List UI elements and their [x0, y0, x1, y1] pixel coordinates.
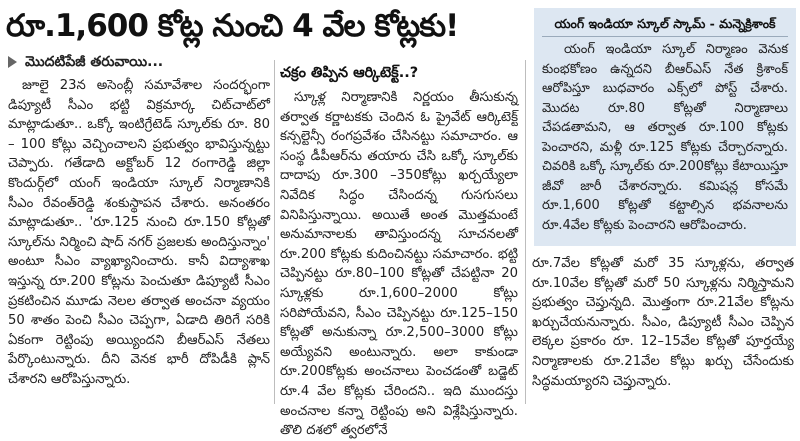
article-paragraph: స్కూళ్ల నిర్మాణానికి నిర్ణయం తీసుకున్న తర్వాత కర్ణాటకకు చెందిన ఓ ప్రైవేట్ ఆర్కిటెక్ట్ కన్సల్టెన్సీ రంగప్రవేశం చేసినట్టు సమాచారం. ఆ సంస్థ డీపీఆర్‌ను తయారు చేసి ఒక్కో స్కూల్‌కు దాదాపు రూ.300 –350కోట్లు ఖర్చయ్యేలా నివేదిక సిద్ధం చేసిందన్న గుసగుసలు వినిపిస్తున్నాయి. అయితే అంత మొత్తమంటే అనుమానాలకు తావిస్తుందన్న సూచనలతో రూ.200 కోట్లకు కుదించినట్టు సమాచారం. భట్టి చెప్పినట్టు రూ.80–100 కోట్లతో చేపట్టినా 20 స్కూళ్లకు రూ.1,600–2000 కోట్లు సరిపోయేవని, సీఎం చెప్పినట్టు రూ.125–150 కోట్లతో అనుకున్నా రూ.2,500–3000 కోట్లు అయ్యేవని అంటున్నారు. అలా కాకుండా రూ.200కోట్లకు అంచనాలు పెంచడంతో బడ్జెట్ రూ.4 వేల కోట్లకు చేరిందని.. ఇది ముందస్తు అంచనాల కన్నా రెట్టింపు అని విశ్లేషిస్తున్నారు. తొలి దశలో త్వరలోనే: [280, 90, 518, 439]
subhead-architect: చక్రం తిప్పిన ఆర్కిటెక్ట్..?: [280, 65, 419, 81]
sidebar-box-title: యంగ్ ఇండియా స్కూల్ స్కామ్ - మన్నెక్రిశాంక్: [554, 16, 776, 31]
subhead-continued: [8, 52, 163, 72]
sidebar-paragraph: యంగ్ ఇండియా స్కూల్ నిర్మాణం వెనుక కుంభకోణం ఉన్నదని బీఆర్‌ఎస్ నేత క్రిశాంక్ ఆరోపిస్తూ బుధవారం ఎక్స్‌లో పోస్ట్ చేశారు. మొదట రూ.80 కోట్లతో నిర్మాణాలు చేపడతామని, ఆ తర్వాత రూ.100 కోట్లకు పెంచారని, మళ్లీ రూ.125 కోట్లకు చేర్చారన్నారు. చివరికి ఒక్కో స్కూల్‌కు రూ.200కోట్లు కేటాయిస్తూ జీవో జారీ చేశారన్నారు. కమిషన్ల కోసమే రూ.1,600 కోట్లతో కట్టాల్సిన భవనాలను రూ.4వేల కోట్లకు పెంచారని ఆరోపించారు.: [542, 42, 788, 233]
triangle-bullet-icon: [8, 56, 17, 68]
article-paragraph: రూ.7వేల కోట్లతో మరో 35 స్కూళ్లను, తర్వాత రూ.10వేల కోట్లతో మరో 50 స్కూళ్లను నిర్మిస్తామని ప్రభుత్వం చెప్తున్నది. మొత్తంగా రూ.21వేల కోట్లను ఖర్చుచేయనున్నారు. సీఎం, డిప్యూటీ సీఎం చెప్పిన లెక్కల ప్రకారం రూ. 12–15వేల కోట్లతో పూర్తయ్యే నిర్మాణాలకు రూ.21వేల కోట్లు ఖర్చు చేసేందుకు సిద్ధమయ్యారని చెప్తున్నారు.: [532, 256, 794, 389]
article-column-3: [532, 254, 794, 391]
column-divider: [274, 60, 275, 404]
article-column-2: [280, 88, 518, 441]
article-column-1: [8, 76, 270, 390]
article-paragraph: జూలై 23న అసెంబ్లీ సమావేశాల సందర్భంగా డిప్యూటీ సీఎం భట్టి విక్రమార్క చిట్‌చాట్‌లో మాట్లాడుతూ.. ఒక్కో ఇంటిగ్రేటెడ్ స్కూల్‌కు రూ. 80 – 100 కోట్లు వెచ్చించాలని ప్రభుత్వం భావిస్తున్నట్టు చెప్పారు. గతేడాది అక్టోబర్ 12 రంగారెడ్డి జిల్లా కొందుర్గ్‌లో యంగ్ ఇండియా స్కూల్ నిర్మాణానికి సీఎం రేవంత్‌రెడ్డి శంకుస్థాపన చేశారు. అనంతరం మాట్లాడుతూ.. 'రూ.125 నుంచి రూ.150 కోట్లతో స్కూల్‌ను నిర్మించి షాద్ నగర్ ప్రజలకు అందిస్తున్నాం' అంటూ సీఎం వ్యాఖ్యానించారు. కానీ విద్యాశాఖ ఇస్తున్న రూ.200 కోట్లను పెంచుతూ డిప్యూటీ సీఎం ప్రకటించిన మూడు నెలల తర్వాత అంచనా వ్యయం 50 శాతం పెంచి సీఎం చెప్పగా, ఏడాది తిరిగే సరికి ఏకంగా రెట్టింపు అయ్యిందని బీఆర్‌ఎస్ నేతలు పేర్కొంటున్నారు. దీని వెనక భారీ దోపిడీకి ప్లాన్ చేశారని ఆరోపిస్తున్నారు.: [8, 78, 270, 387]
subhead-continued-label: మొదటిపేజీ తరువాయి...: [25, 54, 164, 70]
headline: రూ.1,600 కోట్ల నుంచి 4 వేల కోట్లకు!: [6, 8, 459, 44]
sidebar-box-rule: [542, 36, 788, 37]
sidebar-box-body: [542, 40, 788, 235]
sidebar-box: [534, 8, 796, 246]
column-divider: [525, 60, 526, 404]
